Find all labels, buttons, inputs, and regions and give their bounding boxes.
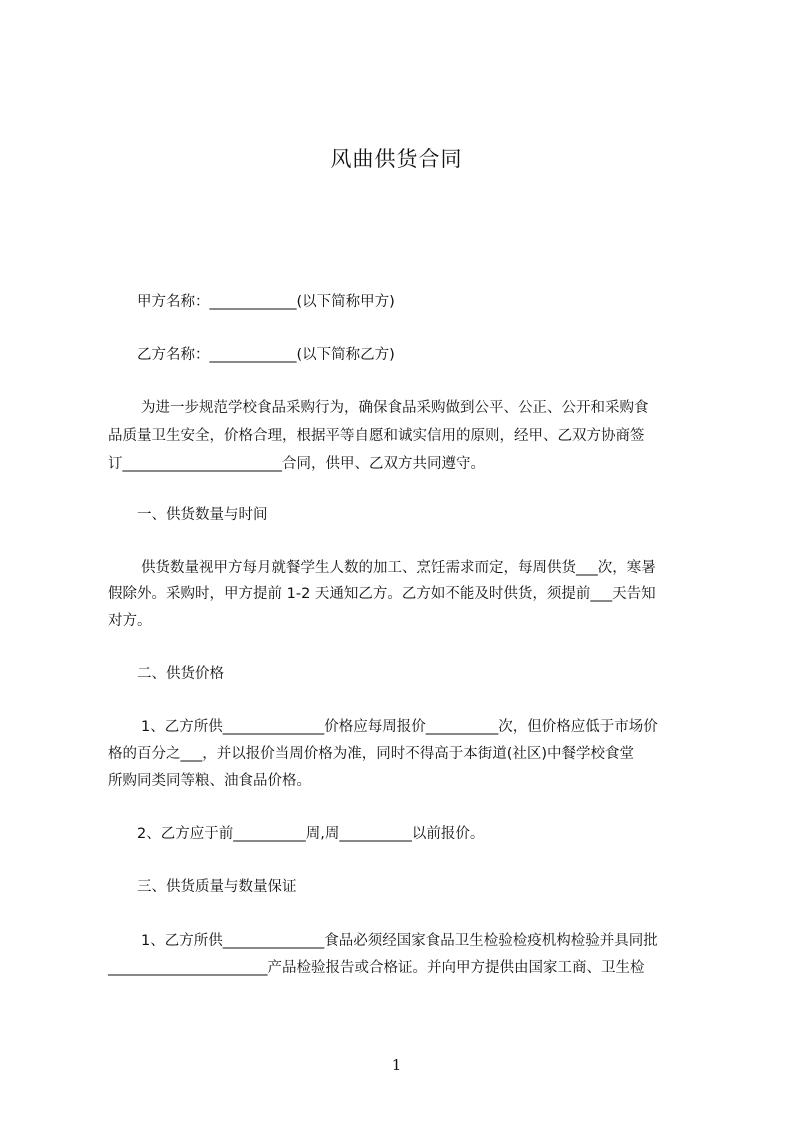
section-1-line-2: 假除外。采购时，甲方提前 1-2 天通知乙方。乙方如不能及时供货，须提前___天告知 <box>108 586 656 602</box>
section-3-item-1-line-2: ______________________产品检验报告或合格证。并向甲方提供由国家工商、卫生检 <box>108 960 645 976</box>
section-1-heading: 一、供货数量与时间 <box>137 507 268 523</box>
document-title: 风曲供货合同 <box>330 147 463 171</box>
section-2-item-1-line-3: 所购同类同等粮、油食品价格。 <box>108 773 311 789</box>
section-1-line-3: 对方。 <box>108 613 152 629</box>
page-number: 1 <box>391 1056 402 1074</box>
section-2-heading: 二、供货价格 <box>137 666 224 682</box>
party-a-line: 甲方名称：____________(以下简称甲方) <box>137 294 395 310</box>
section-2-item-1-line-2: 格的百分之___，并以报价当周价格为准，同时不得高于本街道(社区)中餐学校食堂 <box>108 746 635 762</box>
section-1-line-1: 供货数量视甲方每月就餐学生人数的加工、烹饪需求而定，每周供货___次，寒暑 <box>141 560 656 576</box>
intro-line-1: 为进一步规范学校食品采购行为，确保食品采购做到公平、公正、公开和采购食 <box>141 400 649 416</box>
section-2-item-1-line-1: 1、乙方所供______________价格应每周报价__________次，但价格应低于市场价 <box>141 719 658 735</box>
section-3-item-1-line-1: 1、乙方所供______________食品必须经国家食品卫生检验检疫机构检验并具同批 <box>141 933 658 949</box>
party-b-line: 乙方名称：____________(以下简称乙方) <box>137 347 395 363</box>
section-2-item-2: 2、乙方应于前__________周,周__________以前报价。 <box>137 826 485 842</box>
intro-line-2: 品质量卫生安全，价格合理，根据平等自愿和诚实信用的原则，经甲、乙双方协商签 <box>108 428 645 444</box>
intro-line-3: 订______________________合同，供甲、乙双方共同遵守。 <box>108 456 485 472</box>
section-3-heading: 三、供货质量与数量保证 <box>137 879 297 895</box>
